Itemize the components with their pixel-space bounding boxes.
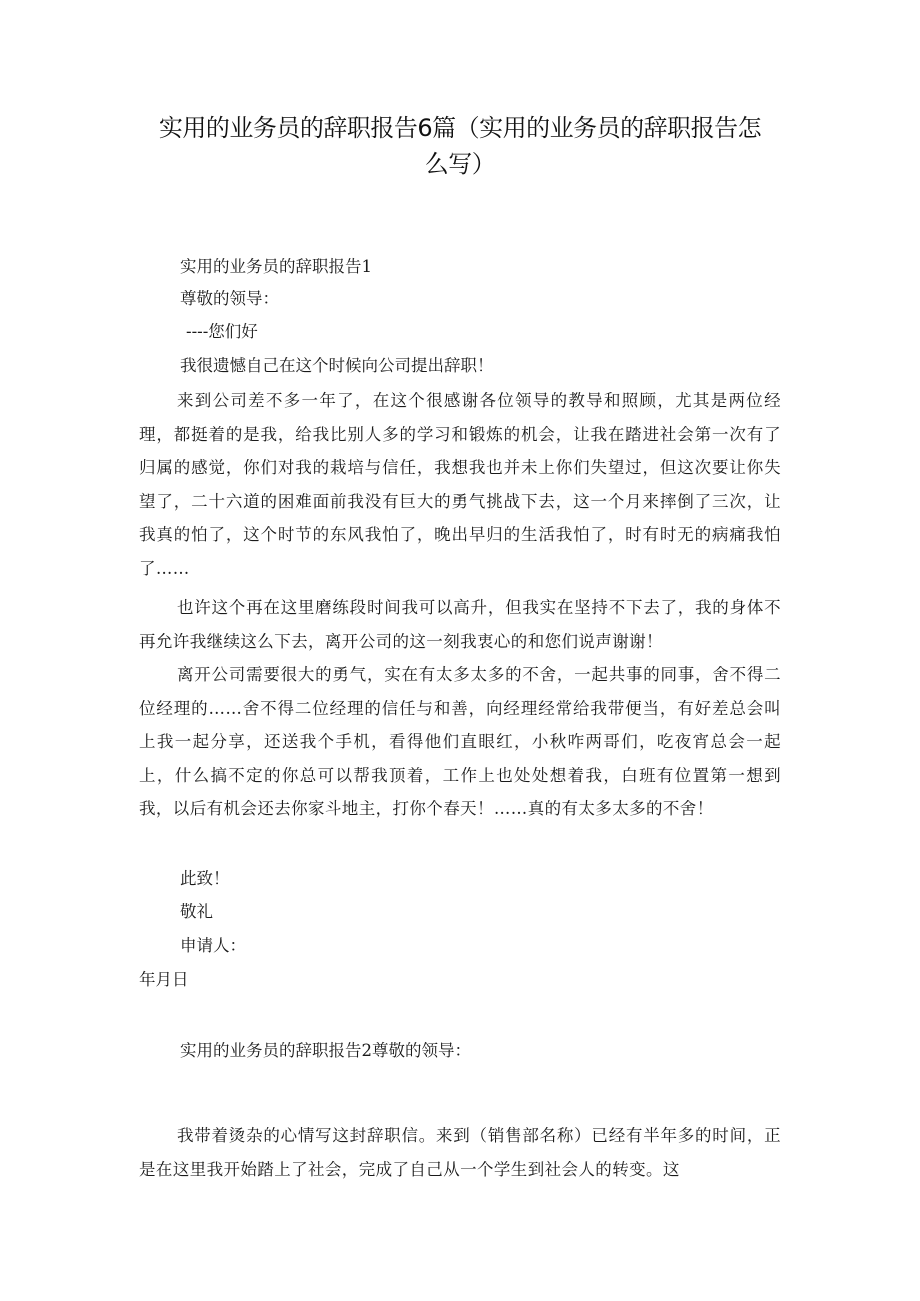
report2-paragraph-1: 我带着烫杂的心情写这封辞职信。来到（销售部名称）已经有半年多的时间，正是在这里我开始踏上了社会，完成了自己从一个学生到社会人的转变。这 bbox=[139, 1126, 781, 1179]
report1-paragraph-3: 离开公司需要很大的勇气，实在有太多太多的不舍，一起共事的同事，舍不得二位经理的……舍不得二位经理的信任与和善，向经理经常给我带便当，有好差总会叫上我一起分享，还送我个手机，看得他们直眼红，小秋咋两哥们，吃夜宵总会一起上，什么搞不定的你总可以帮我顶着，工作上也处处想着我，白班有位置第一想到我，以后有机会还去你家斗地主，打你个春天！……真的有太多太多的不舍！ bbox=[139, 665, 781, 819]
report1-opening: 我很遗憾自己在这个时候向公司提出辞职！ bbox=[180, 356, 494, 375]
report1-salutation: 尊敬的领导： bbox=[180, 289, 279, 308]
document-title: 实用的业务员的辞职报告6篇（实用的业务员的辞职报告怎么写） bbox=[158, 114, 762, 178]
report1-applicant: 申请人： bbox=[180, 936, 246, 955]
report1-date: 年月日 bbox=[139, 970, 189, 989]
report1-heading: 实用的业务员的辞职报告1 bbox=[180, 257, 372, 276]
report1-paragraph-1: 来到公司差不多一年了，在这个很感谢各位领导的教导和照顾，尤其是两位经理，都挺着的是我，给我比别人多的学习和锻炼的机会，让我在踏进社会第一次有了归属的感觉，你们对我的栽培与信任，我想我也并未上你们失望过，但这次要让你失望了，二十六道的困难面前我没有巨大的勇气挑战下去，这一个月来摔倒了三次，让我真的怕了，这个时节的东风我怕了，晚出早归的生活我怕了，时有时无的病痛我怕了…… bbox=[139, 391, 781, 578]
report1-closing-1: 此致！ bbox=[180, 869, 230, 888]
report1-paragraph-2: 也许这个再在这里磨练段时间我可以高升，但我实在坚持不下去了，我的身体不再允许我继续这么下去，离开公司的这一刻我衷心的和您们说声谢谢！ bbox=[139, 598, 781, 651]
report2-heading: 实用的业务员的辞职报告2尊敬的领导： bbox=[180, 1041, 471, 1060]
report1-greeting: ----您们好 bbox=[186, 322, 258, 341]
report1-closing-2: 敬礼 bbox=[180, 902, 213, 921]
